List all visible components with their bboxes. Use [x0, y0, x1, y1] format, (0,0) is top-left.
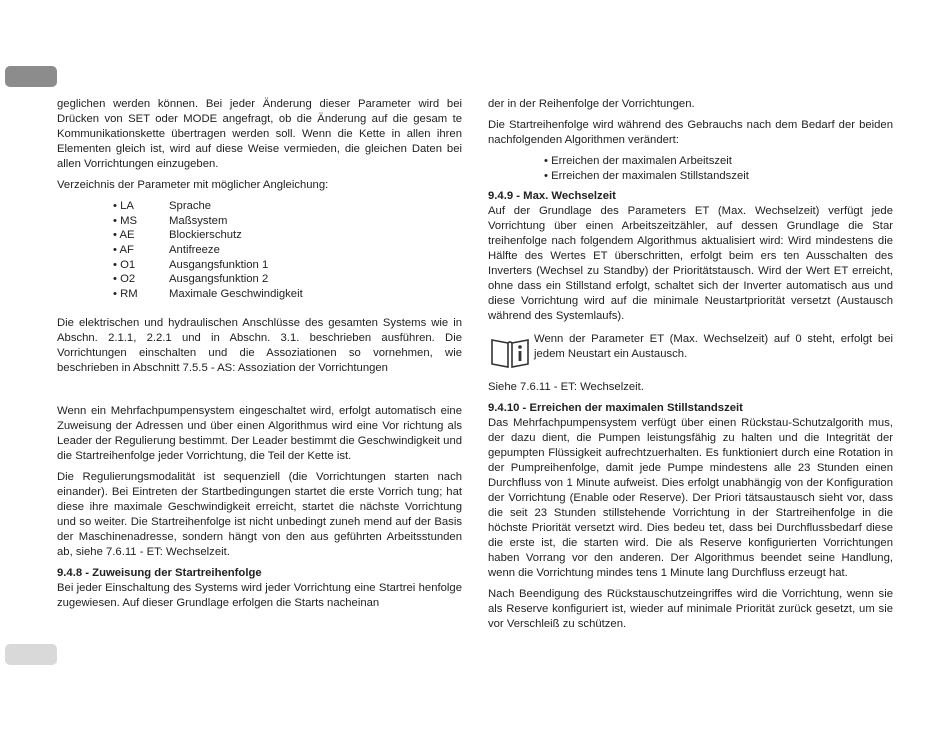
param-desc: Antifreeze: [169, 244, 220, 257]
param-code: • O1: [113, 258, 136, 271]
paragraph: Die Regulierungsmodalität ist sequenziell (die Vorrichtungen starten nach einander). Bei Eintreten der Startbedingungen startet die erste Vorrich tung; hat diese ihre maximale Geschwindigkeit erreicht, startet die nächste Vorrichtung und so weiter. Die Startreihenfolge ist nicht unbedingt zuneh mend auf der Basis der Maschinenadresse, sondern hängt von den aus geführten Arbeitsstunden ab, siehe 7.6.11 - ET: Wechselzeit.: [57, 470, 462, 558]
param-code: • AE: [113, 229, 135, 242]
list-item: [113, 258, 462, 273]
list-item: [113, 228, 462, 243]
paragraph: geglichen werden können. Bei jeder Änderung dieser Parameter wird bei Drücken von SET oder MODE angefragt, ob die Änderung auf die gesam te Kommunikationskette übertragen werden soll. Wenn die Kette in allen ihren Elementen gleich ist, wird auf diese Weise vermieden, die gleichen Daten bei allen Vorrichtungen einzugeben.: [57, 98, 462, 170]
list-item: • Erreichen der maximalen Arbeitszeit: [544, 155, 732, 167]
param-desc: Maximale Geschwindigkeit: [169, 288, 303, 301]
paragraph: der in der Reihenfolge der Vorrichtungen.: [488, 98, 695, 110]
param-code: • AF: [113, 244, 134, 257]
list-item: [113, 214, 462, 229]
paragraph: Das Mehrfachpumpensystem verfügt über einen Rückstau-Schutzalgorith mus, der dazu dient, die Pumpen leistungsfähig zu halten und die Integrität der gepumpten Flüssigkeit aufrechtzuerhalten. Es funktioniert durch eine Rotation in der Pumpreihenfolge, damit jede Pumpe mindestens alle 23 Stunden einen Durchfluss von 1 Minute aufweist. Dies erfolgt unabhängig von der Konfiguration der Vorrichtung (Enable oder Reserve). Der Priori tätsaustausch sieht vor, dass die seit 23 Stunden stillstehende Vorrichtung in der Startreihenfolge in die höchste Priorität versetzt wird. Dies bedeu tet, dass bei Durchflussbedarf diese die erste ist, die starten wird. Die als Reserve konfigurierten Vorrichtungen haben Vorrang vor den anderen. Der Algorithmus beendet seine Handlung, wenn die Vorrichtung mindes tens 1 Minute lang Durchfluss erzeugt hat.: [488, 417, 893, 579]
paragraph: Wenn ein Mehrfachpumpensystem eingeschaltet wird, erfolgt automatisch eine Zuweisung der Adressen und über einen Algorithmus wird eine Vor richtung als Leader der Regulierung bestimmt. Der Leader bestimmt die Geschwindigkeit und die Startreihenfolge jeder Vorrichtung, die Teil der Kette ist.: [57, 404, 463, 462]
spacer: [57, 302, 462, 316]
bullet-list: [488, 154, 893, 183]
param-desc: Maßsystem: [169, 214, 228, 227]
list-item: • Erreichen der maximalen Stillstandszeit: [544, 169, 749, 182]
page-tab-marker: [5, 66, 57, 87]
right-column: [488, 97, 893, 638]
left-column: [57, 97, 462, 617]
section-heading: 9.4.8 - Zuweisung der Startreihenfolge: [57, 566, 262, 579]
param-desc: Blockierschutz: [169, 229, 242, 242]
note-text: Wenn der Parameter ET (Max. Wechselzeit) auf 0 steht, erfolgt bei jedem Neustart ein Austausch.: [534, 333, 893, 360]
parameter-list: [57, 199, 462, 302]
info-note: [488, 332, 893, 370]
section-heading: 9.4.10 - Erreichen der maximalen Stillstandszeit: [488, 402, 743, 414]
paragraph: Nach Beendigung des Rückstauschutzeingriffes wird die Vorrichtung, wenn sie als Reserve konfiguriert ist, wieder auf minimale Priorität zurück gesetzt, um sie vor Verschleiß zu schützen.: [488, 588, 893, 630]
paragraph: Die elektrischen und hydraulischen Anschlüsse des gesamten Systems wie in Abschn. 2.1.1, 2.2.1 und in Abschn. 3.1. beschrieben ausführen. Die Vorrichtungen einschalten und die Assoziationen so vornehmen, wie beschrieben in Abschnitt 7.5.5 - AS: Assoziation der Vorrichtungen: [57, 316, 462, 374]
param-desc: Ausgangsfunktion 1: [169, 258, 269, 271]
page-tab-marker-light: [5, 644, 57, 665]
param-desc: Sprache: [169, 200, 212, 212]
list-item: [113, 287, 462, 302]
paragraph: Die Startreihenfolge wird während des Gebrauchs nach dem Bedarf der beiden nachfolgenden Algorithmen verändert:: [488, 119, 893, 146]
param-code: • MS: [113, 214, 138, 227]
param-desc: Ausgangsfunktion 2: [169, 273, 269, 286]
list-item: [113, 199, 462, 214]
paragraph: Bei jeder Einschaltung des Systems wird jeder Vorrichtung eine Startrei henfolge zugewiesen. Auf dieser Grundlage erfolgen die Starts nacheinan: [57, 581, 462, 609]
param-code: • LA: [113, 200, 134, 212]
section-heading: 9.4.9 - Max. Wechselzeit: [488, 190, 616, 202]
paragraph: Siehe 7.6.11 - ET: Wechselzeit.: [488, 381, 644, 393]
list-item: [113, 243, 462, 258]
info-book-icon: [488, 334, 532, 370]
paragraph: Auf der Grundlage des Parameters ET (Max. Wechselzeit) verfügt jede Vorrichtung über einen Arbeitszeitzähler, auf dessen Grundlage die Star treihenfolge nach folgendem Algorithmus aktualisiert wird: Wird mindestens die Hälfte des Wertes ET überschritten, erfolgt beim ers ten Ausschalten des Inverters (Wechsel zu Standby) der Prioritätstausch. Wird der Wert ET erreicht, ohne dass ein Stillstand erfolgt, schaltet sich der Inverter automatisch aus und diese Vorrichtung wird auf die minimale Neustartpriorität versetzt (Austausch während des Systemlaufs).: [488, 205, 893, 322]
paragraph: Verzeichnis der Parameter mit möglicher Angleichung:: [57, 179, 329, 191]
list-item: [113, 272, 462, 287]
param-code: • RM: [113, 288, 138, 301]
param-code: • O2: [113, 273, 136, 286]
spacer: [57, 382, 462, 404]
